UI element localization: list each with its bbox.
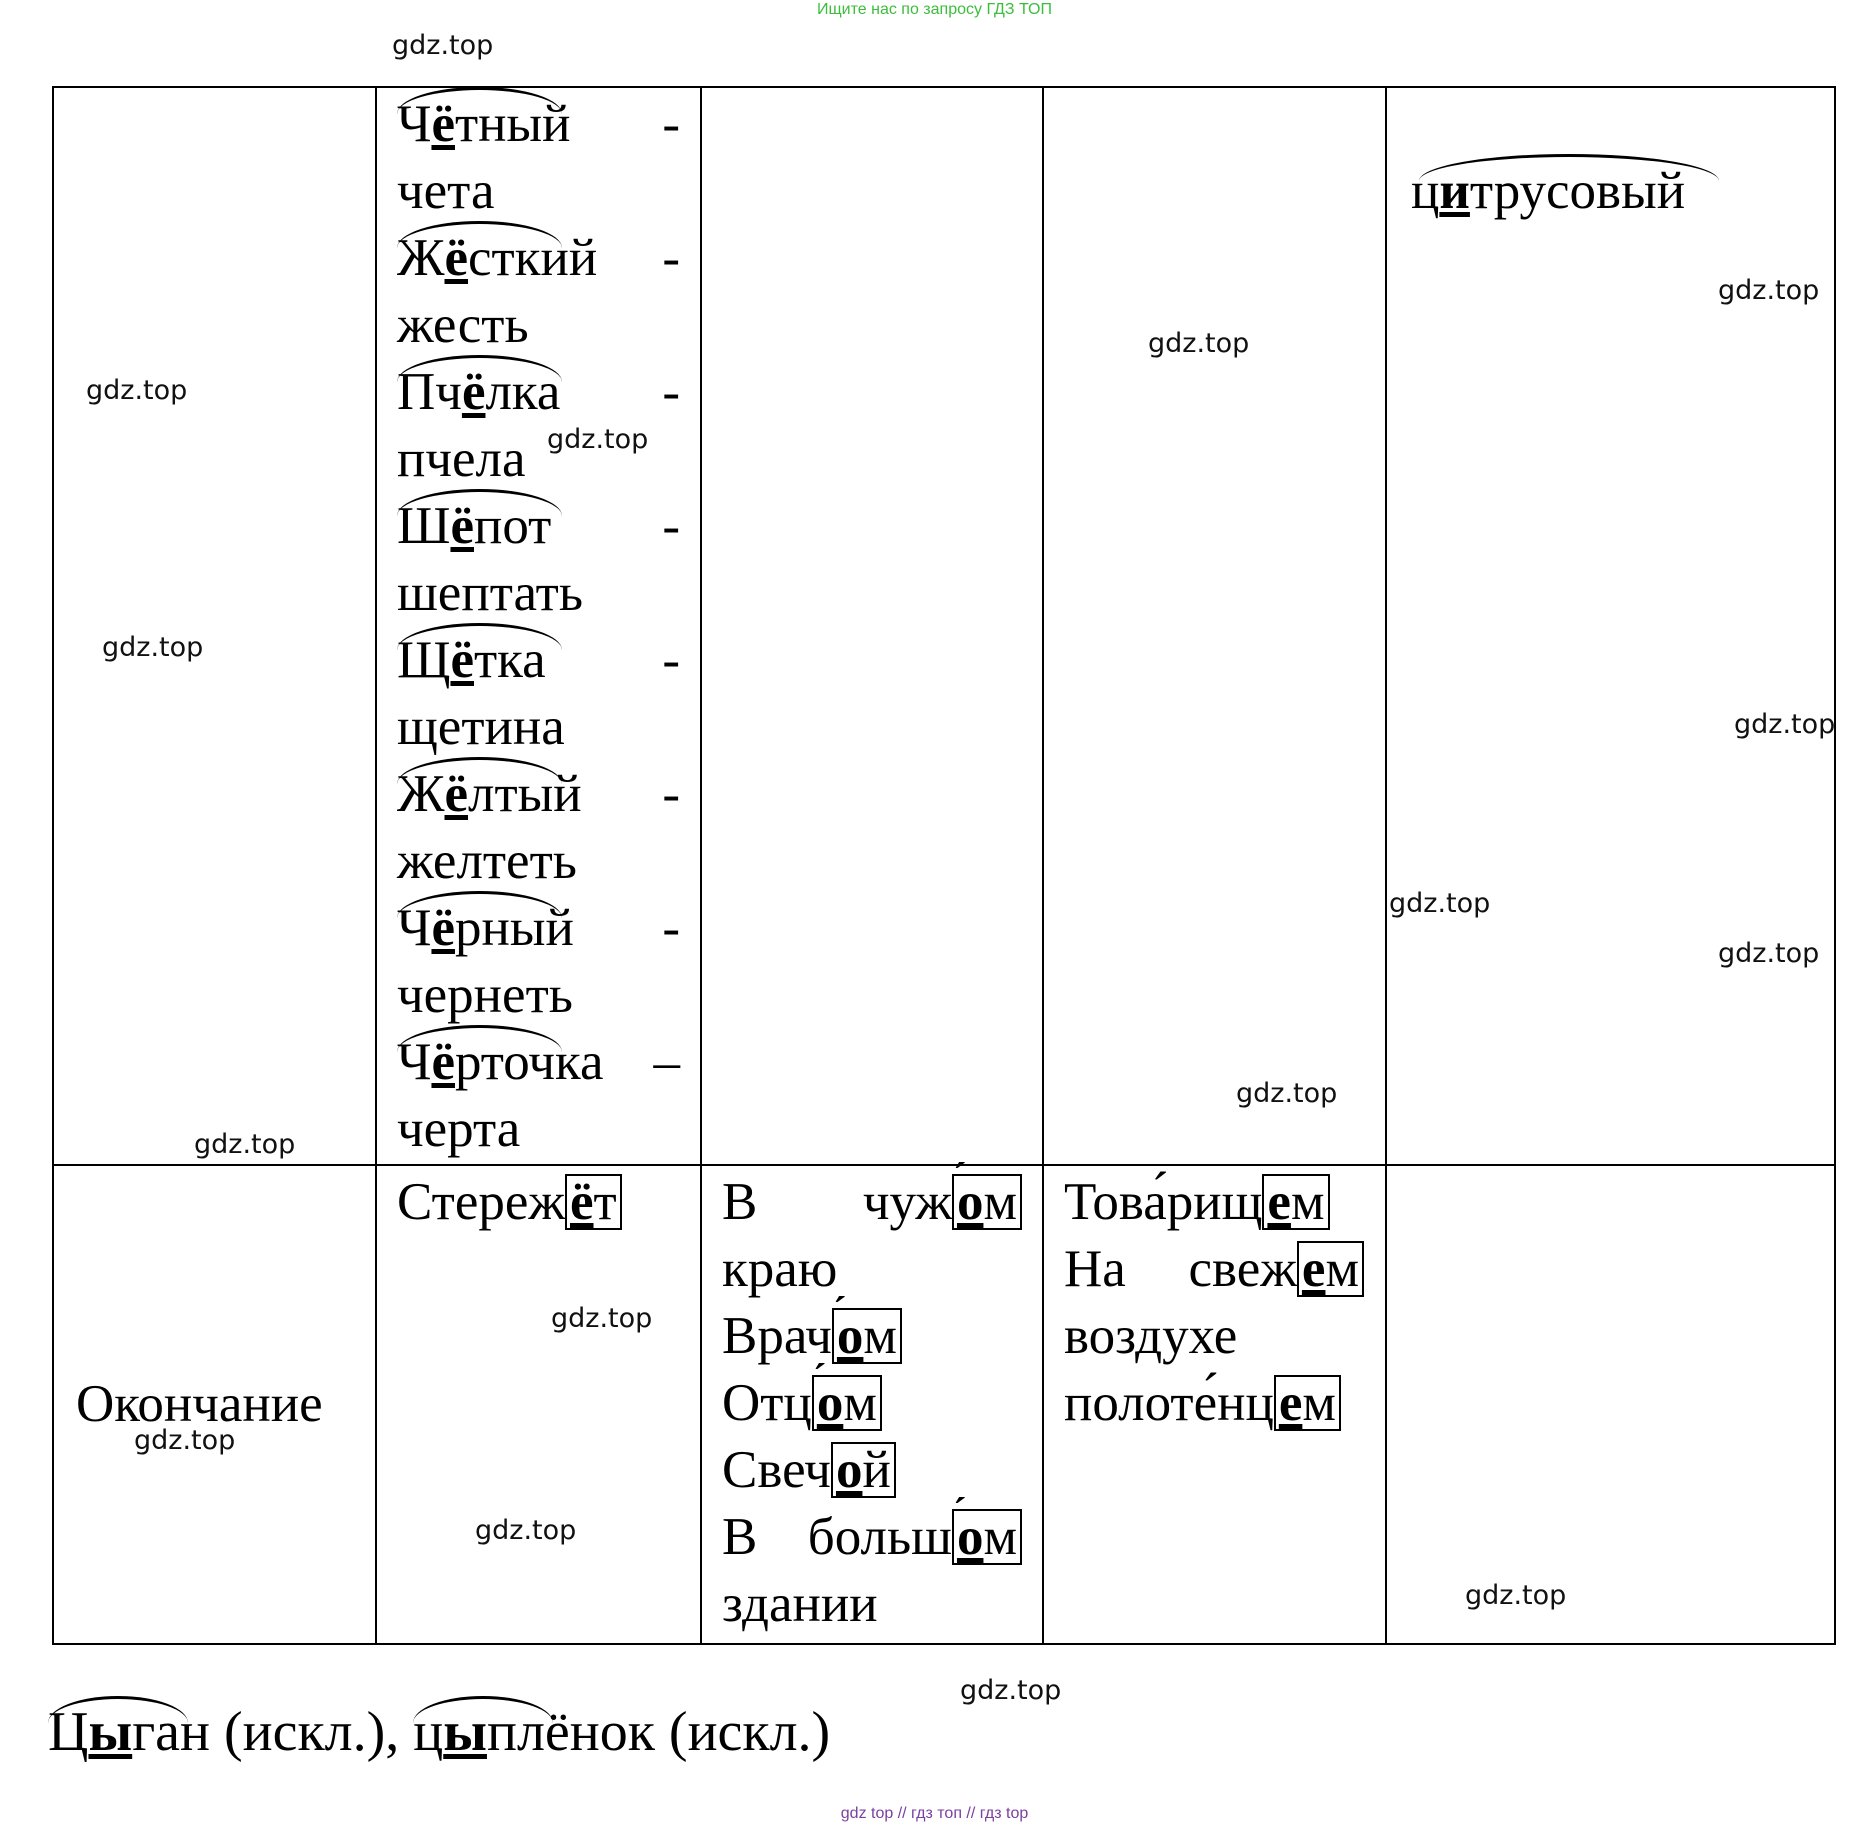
bottom-banner: gdz top // гдз топ // гдз top (840, 1805, 1029, 1822)
watermark: gdz.top (475, 1515, 577, 1546)
watermark: gdz.top (134, 1425, 236, 1456)
pair-separator: - (662, 363, 680, 421)
empty-cell (701, 87, 1043, 1165)
root-arc (397, 355, 562, 382)
watermark: gdz.top (551, 1303, 653, 1334)
related-word: черта (397, 1100, 521, 1158)
watermark: gdz.top (547, 424, 649, 455)
pair-separator: - (662, 497, 680, 555)
root-word: Жёлтый (397, 761, 582, 828)
pair-separator: – (653, 1033, 680, 1091)
root-arc (413, 1696, 553, 1723)
pair-separator: - (662, 765, 680, 823)
ending-list-e: Това́рищем На свежем воздухе полоте́нцем (1064, 1169, 1373, 1437)
pair-separator: - (662, 229, 680, 287)
root-word: Чёрточка (397, 1029, 604, 1096)
related-word: жесть (397, 296, 529, 354)
root-arc (48, 1696, 188, 1723)
watermark: gdz.top (1718, 275, 1820, 306)
root-arc (397, 489, 562, 516)
related-word: чета (397, 162, 495, 220)
word-pair-row (397, 225, 680, 292)
root-word: Шёпот (397, 493, 551, 560)
table-row-root (53, 87, 1835, 1165)
pair-separator: - (662, 899, 680, 957)
pair-separator: - (662, 631, 680, 689)
related-word: щетина (397, 698, 565, 756)
watermark: gdz.top (86, 375, 188, 406)
table-row-ending (53, 1165, 1835, 1644)
word-pair-row (397, 91, 680, 158)
related-word: желтеть (397, 832, 577, 890)
root-arc (397, 891, 562, 918)
watermark: gdz.top (960, 1675, 1062, 1706)
citrus-cell (1386, 87, 1835, 1165)
watermark: gdz.top (102, 632, 204, 663)
ending-cell-1 (376, 1165, 701, 1644)
related-word: чернеть (397, 966, 573, 1024)
row-label-cell (53, 1165, 376, 1644)
spelling-table (52, 86, 1836, 1645)
row-label-ending: Окончание (76, 1375, 323, 1433)
exceptions-line: Цыган (искл.), цыплёнок (искл.) (48, 1700, 830, 1764)
root-arc (1419, 154, 1719, 181)
root-word: Чёрный (397, 895, 574, 962)
root-arc (397, 623, 562, 650)
word-pair-row (397, 493, 680, 560)
root-arc (397, 757, 562, 784)
word-pair-list (397, 91, 680, 1163)
root-arc (397, 221, 562, 248)
row-label-cell (53, 87, 376, 1165)
watermark: gdz.top (392, 30, 494, 61)
root-arc (397, 1025, 562, 1052)
top-banner: Ищите нас по запросу ГДЗ ТОП (817, 1, 1052, 18)
word-pair-row (397, 359, 680, 426)
ending-list-o: В чужо ́м краю Врачо ́м Отцо ́м Свечой В большо ́м здании (722, 1169, 1026, 1638)
word-pair-row (397, 895, 680, 962)
empty-cell (1386, 1165, 1835, 1644)
word-pairs-cell (376, 87, 701, 1165)
watermark: gdz.top (1465, 1580, 1567, 1611)
watermark: gdz.top (1389, 888, 1491, 919)
root-word: Чётный (397, 91, 570, 158)
word-pair-row (397, 627, 680, 694)
word-pair-row (397, 1029, 680, 1096)
root-word: Пчёлка (397, 359, 560, 426)
watermark: gdz.top (194, 1129, 296, 1160)
watermark: gdz.top (1718, 938, 1820, 969)
word-pair-row (397, 761, 680, 828)
ending-word: Стережёт (397, 1173, 622, 1231)
watermark: gdz.top (1236, 1078, 1338, 1109)
empty-cell (1043, 87, 1386, 1165)
citrus-word: цитрусовый (1411, 158, 1685, 225)
watermark: gdz.top (1148, 328, 1250, 359)
related-word: пчела (397, 430, 526, 488)
root-arc (397, 87, 562, 114)
ending-cell-2 (701, 1165, 1043, 1644)
related-word: шептать (397, 564, 583, 622)
pair-separator: - (662, 95, 680, 153)
root-word: Жёсткий (397, 225, 597, 292)
ending-cell-3 (1043, 1165, 1386, 1644)
root-word: Щётка (397, 627, 546, 694)
watermark: gdz.top (1734, 709, 1836, 740)
